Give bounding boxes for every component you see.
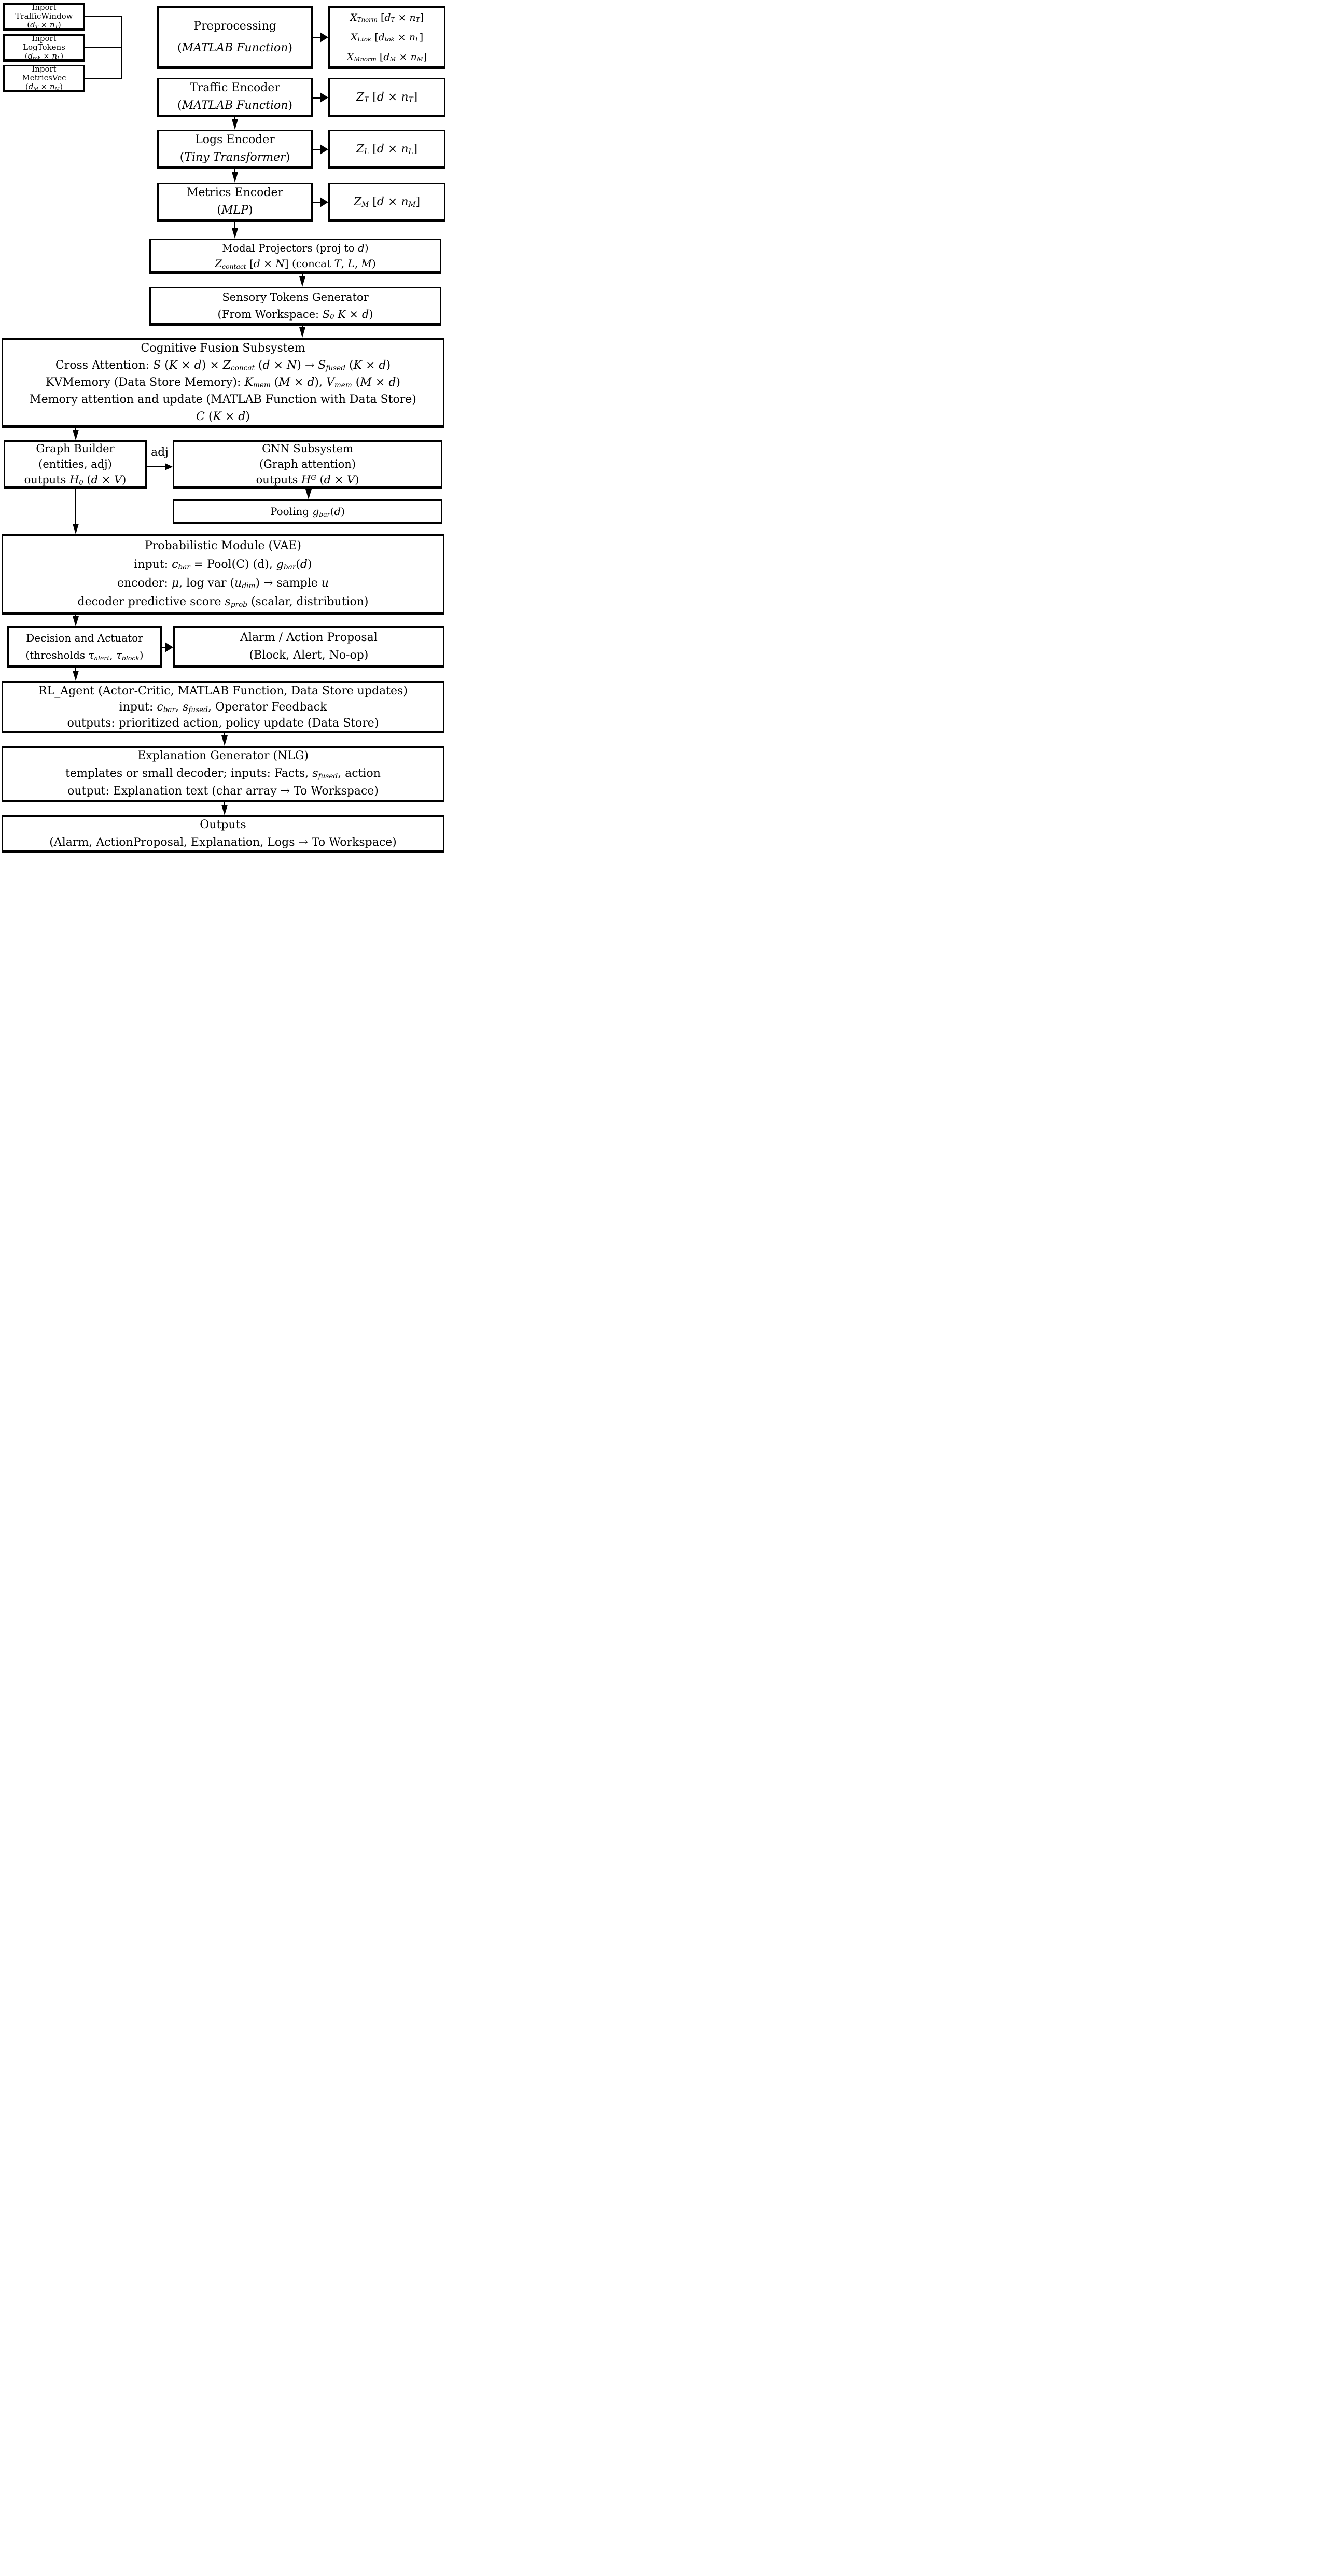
arrow-metrics-encoder-to-modal-projectors	[232, 222, 238, 239]
node-line: Cognitive Fusion Subsystem	[141, 342, 305, 355]
arrow-traffic-encoder-to-zt	[313, 92, 328, 103]
arrow-sensory-tokens-to-cognitive-fusion	[299, 326, 305, 338]
arrowhead-down-icon	[73, 524, 79, 534]
node-line: (thresholds $\tau_{alert}$, $\tau_{block}$)	[25, 649, 144, 662]
node-line: Inport	[32, 2, 57, 12]
node-preprocessing-outputs	[328, 6, 445, 69]
node-line: outputs $H_0$ (d × V)	[24, 474, 127, 487]
arrow-metrics-encoder-to-zm	[313, 197, 328, 208]
arrow-shaft	[313, 149, 320, 150]
arrow-logs-encoder-to-zl	[313, 144, 328, 155]
node-line: $Z_{contact}$ [d × N] (concat T, L, M)	[215, 257, 376, 270]
node-line: Modal Projectors (proj to d)	[222, 242, 369, 254]
flowchart-canvas	[0, 0, 446, 859]
node-line: encoder: μ, log var $(u_{dim})$ → sample u	[117, 577, 329, 590]
arrow-cognitive-fusion-to-graph-builder	[73, 428, 79, 440]
node-line: C (K × d)	[196, 410, 250, 423]
arrowhead-right-icon	[165, 642, 173, 652]
node-line: outputs: prioritized action, policy update (Data Store)	[67, 716, 379, 730]
arrow-gnn-to-pooling	[305, 489, 312, 499]
node-line: Graph Builder	[36, 442, 115, 455]
node-sensory-tokens-generator	[149, 287, 441, 326]
node-line: Probabilistic Module (VAE)	[144, 539, 302, 552]
inport-bus-stub-1	[85, 16, 121, 17]
node-line: Logs Encoder	[195, 133, 275, 146]
arrowhead-down-icon	[299, 276, 305, 287]
node-line: Alarm / Action Proposal	[240, 631, 378, 644]
node-line: $X_{Mnorm}$ $[d_M \times n_M]$	[346, 51, 427, 63]
node-line: Inport	[32, 64, 57, 74]
node-line: Inport	[32, 33, 57, 43]
node-graph-builder	[4, 440, 147, 489]
node-preprocessing	[157, 6, 313, 69]
arrow-traffic-encoder-to-logs-encoder	[232, 117, 238, 130]
inport-bus-vertical	[121, 16, 122, 79]
node-line: $(d_M \times n_M)$	[25, 82, 63, 92]
node-inport-metricsvec	[3, 65, 85, 92]
node-decision-actuator	[7, 626, 162, 668]
inport-bus-stub-3	[85, 78, 121, 79]
node-line: Explanation Generator (NLG)	[137, 749, 309, 762]
arrowhead-down-icon	[73, 616, 79, 626]
node-line: input: $c_{bar}$ = Pool(C) (d), $g_{bar}(d)$	[134, 558, 312, 572]
node-line: templates or small decoder; inputs: Facts, $s_{fused}$, action	[65, 767, 381, 781]
node-line: $(d_{tok} \times n_L)$	[24, 51, 64, 62]
inport-bus-stub-2	[85, 47, 121, 48]
node-pooling	[173, 499, 442, 524]
arrow-modal-projectors-to-sensory-tokens	[299, 274, 305, 287]
node-line: (Graph attention)	[259, 458, 356, 470]
arrow-shaft	[313, 97, 320, 99]
node-line: (entities, adj)	[38, 458, 112, 470]
node-line: $Z_M$ $[d \times n_M]$	[353, 195, 421, 209]
arrow-probabilistic-to-decision	[73, 615, 79, 626]
node-line: Pooling $g_{bar}(d)$	[270, 505, 345, 518]
arrow-shaft	[147, 466, 165, 467]
arrow-logs-encoder-to-metrics-encoder	[232, 169, 238, 183]
node-line: Decision and Actuator	[26, 632, 143, 644]
node-line: $Z_L$ $[d \times n_L]$	[356, 142, 418, 156]
node-line: (From Workspace: $S_0$ K × d)	[217, 308, 373, 322]
node-explanation-generator	[2, 746, 444, 802]
node-line: (MATLAB Function)	[177, 41, 292, 54]
arrow-shaft	[234, 222, 235, 228]
node-cognitive-fusion-subsystem	[2, 338, 444, 428]
node-zl-output	[328, 130, 445, 169]
node-line: Memory attention and update (MATLAB Function with Data Store)	[30, 393, 416, 406]
arrowhead-right-icon	[320, 92, 328, 103]
node-line: LogTokens	[23, 42, 65, 52]
arrowhead-down-icon	[73, 671, 79, 681]
node-line: (MATLAB Function)	[177, 99, 292, 112]
arrowhead-right-icon	[320, 32, 328, 43]
node-line: (Alarm, ActionProposal, Explanation, Logs → To Workspace)	[49, 836, 397, 849]
node-line: (Block, Alert, No-op)	[249, 649, 369, 662]
node-inport-logtokens	[3, 34, 85, 62]
node-line: Traffic Encoder	[190, 81, 280, 94]
arrowhead-down-icon	[73, 430, 79, 440]
node-inport-trafficwindow	[3, 3, 85, 31]
arrowhead-down-icon	[232, 228, 238, 239]
node-zt-output	[328, 78, 445, 117]
node-line: $X_{Tnorm}$ $[d_T \times n_T]$	[350, 11, 424, 24]
node-line: TrafficWindow	[15, 11, 73, 21]
arrow-shaft	[313, 202, 320, 203]
node-line: decoder predictive score $s_{prob}$ (scalar, distribution)	[77, 595, 369, 609]
node-line: Metrics Encoder	[187, 186, 283, 199]
node-modal-projectors	[149, 239, 441, 274]
node-line: RL_Agent (Actor-Critic, MATLAB Function, Data Store updates)	[38, 684, 408, 698]
node-line: Cross Attention: S $(K \times d) \times Z_{concat}$ $(d \times N) \to S_{fused}$ (K × d)	[55, 359, 391, 372]
node-line: KVMemory (Data Store Memory): $K_{mem}$ (M × d), $V_{mem}$ (M × d)	[45, 376, 401, 389]
node-gnn-subsystem	[173, 440, 442, 489]
node-traffic-encoder	[157, 78, 313, 117]
arrow-preprocessing-to-outputs	[313, 32, 328, 43]
node-line: Outputs	[200, 818, 246, 831]
arrow-explanation-to-outputs	[221, 802, 228, 815]
node-line: MetricsVec	[22, 73, 66, 82]
arrow-graph-builder-to-gnn	[147, 461, 173, 472]
node-line: Sensory Tokens Generator	[222, 290, 369, 303]
edge-label-adj: adj	[150, 446, 169, 459]
node-alarm-action-proposal	[173, 626, 444, 668]
node-outputs	[2, 815, 444, 853]
node-line: input: $c_{bar}$, $s_{fused}$, Operator Feedback	[119, 700, 327, 714]
node-line: (MLP)	[217, 204, 253, 217]
node-line: $X_{Ltok}$ $[d_{tok} \times n_L]$	[350, 31, 424, 44]
node-line: $Z_T$ $[d \times n_T]$	[356, 90, 418, 104]
node-logs-encoder	[157, 130, 313, 169]
node-line: outputs $H^G$ (d × V)	[256, 474, 359, 486]
node-line: GNN Subsystem	[262, 442, 353, 455]
arrowhead-down-icon	[221, 805, 228, 815]
arrow-decision-to-alarm	[162, 642, 173, 653]
arrowhead-down-icon	[232, 172, 238, 183]
arrow-decision-to-rl-agent	[73, 668, 79, 681]
node-zm-output	[328, 183, 445, 222]
arrow-rl-agent-to-explanation	[221, 733, 228, 746]
arrowhead-down-icon	[232, 119, 238, 130]
arrowhead-right-icon	[320, 144, 328, 155]
node-line: (Tiny Transformer)	[179, 151, 290, 164]
arrowhead-down-icon	[305, 489, 312, 499]
arrowhead-down-icon	[221, 735, 228, 746]
arrowhead-down-icon	[299, 327, 305, 338]
arrow-shaft	[313, 37, 320, 38]
arrowhead-right-icon	[165, 463, 173, 470]
node-line: Preprocessing	[193, 19, 276, 33]
node-metrics-encoder	[157, 183, 313, 222]
node-line: output: Explanation text (char array → To Workspace)	[67, 785, 379, 798]
arrow-graph-builder-to-probabilistic	[73, 489, 79, 534]
arrowhead-right-icon	[320, 197, 328, 207]
arrow-shaft	[75, 489, 76, 524]
node-line: $(d_T \times n_T)$	[27, 20, 61, 31]
node-probabilistic-module	[2, 534, 444, 615]
node-rl-agent	[2, 681, 444, 733]
